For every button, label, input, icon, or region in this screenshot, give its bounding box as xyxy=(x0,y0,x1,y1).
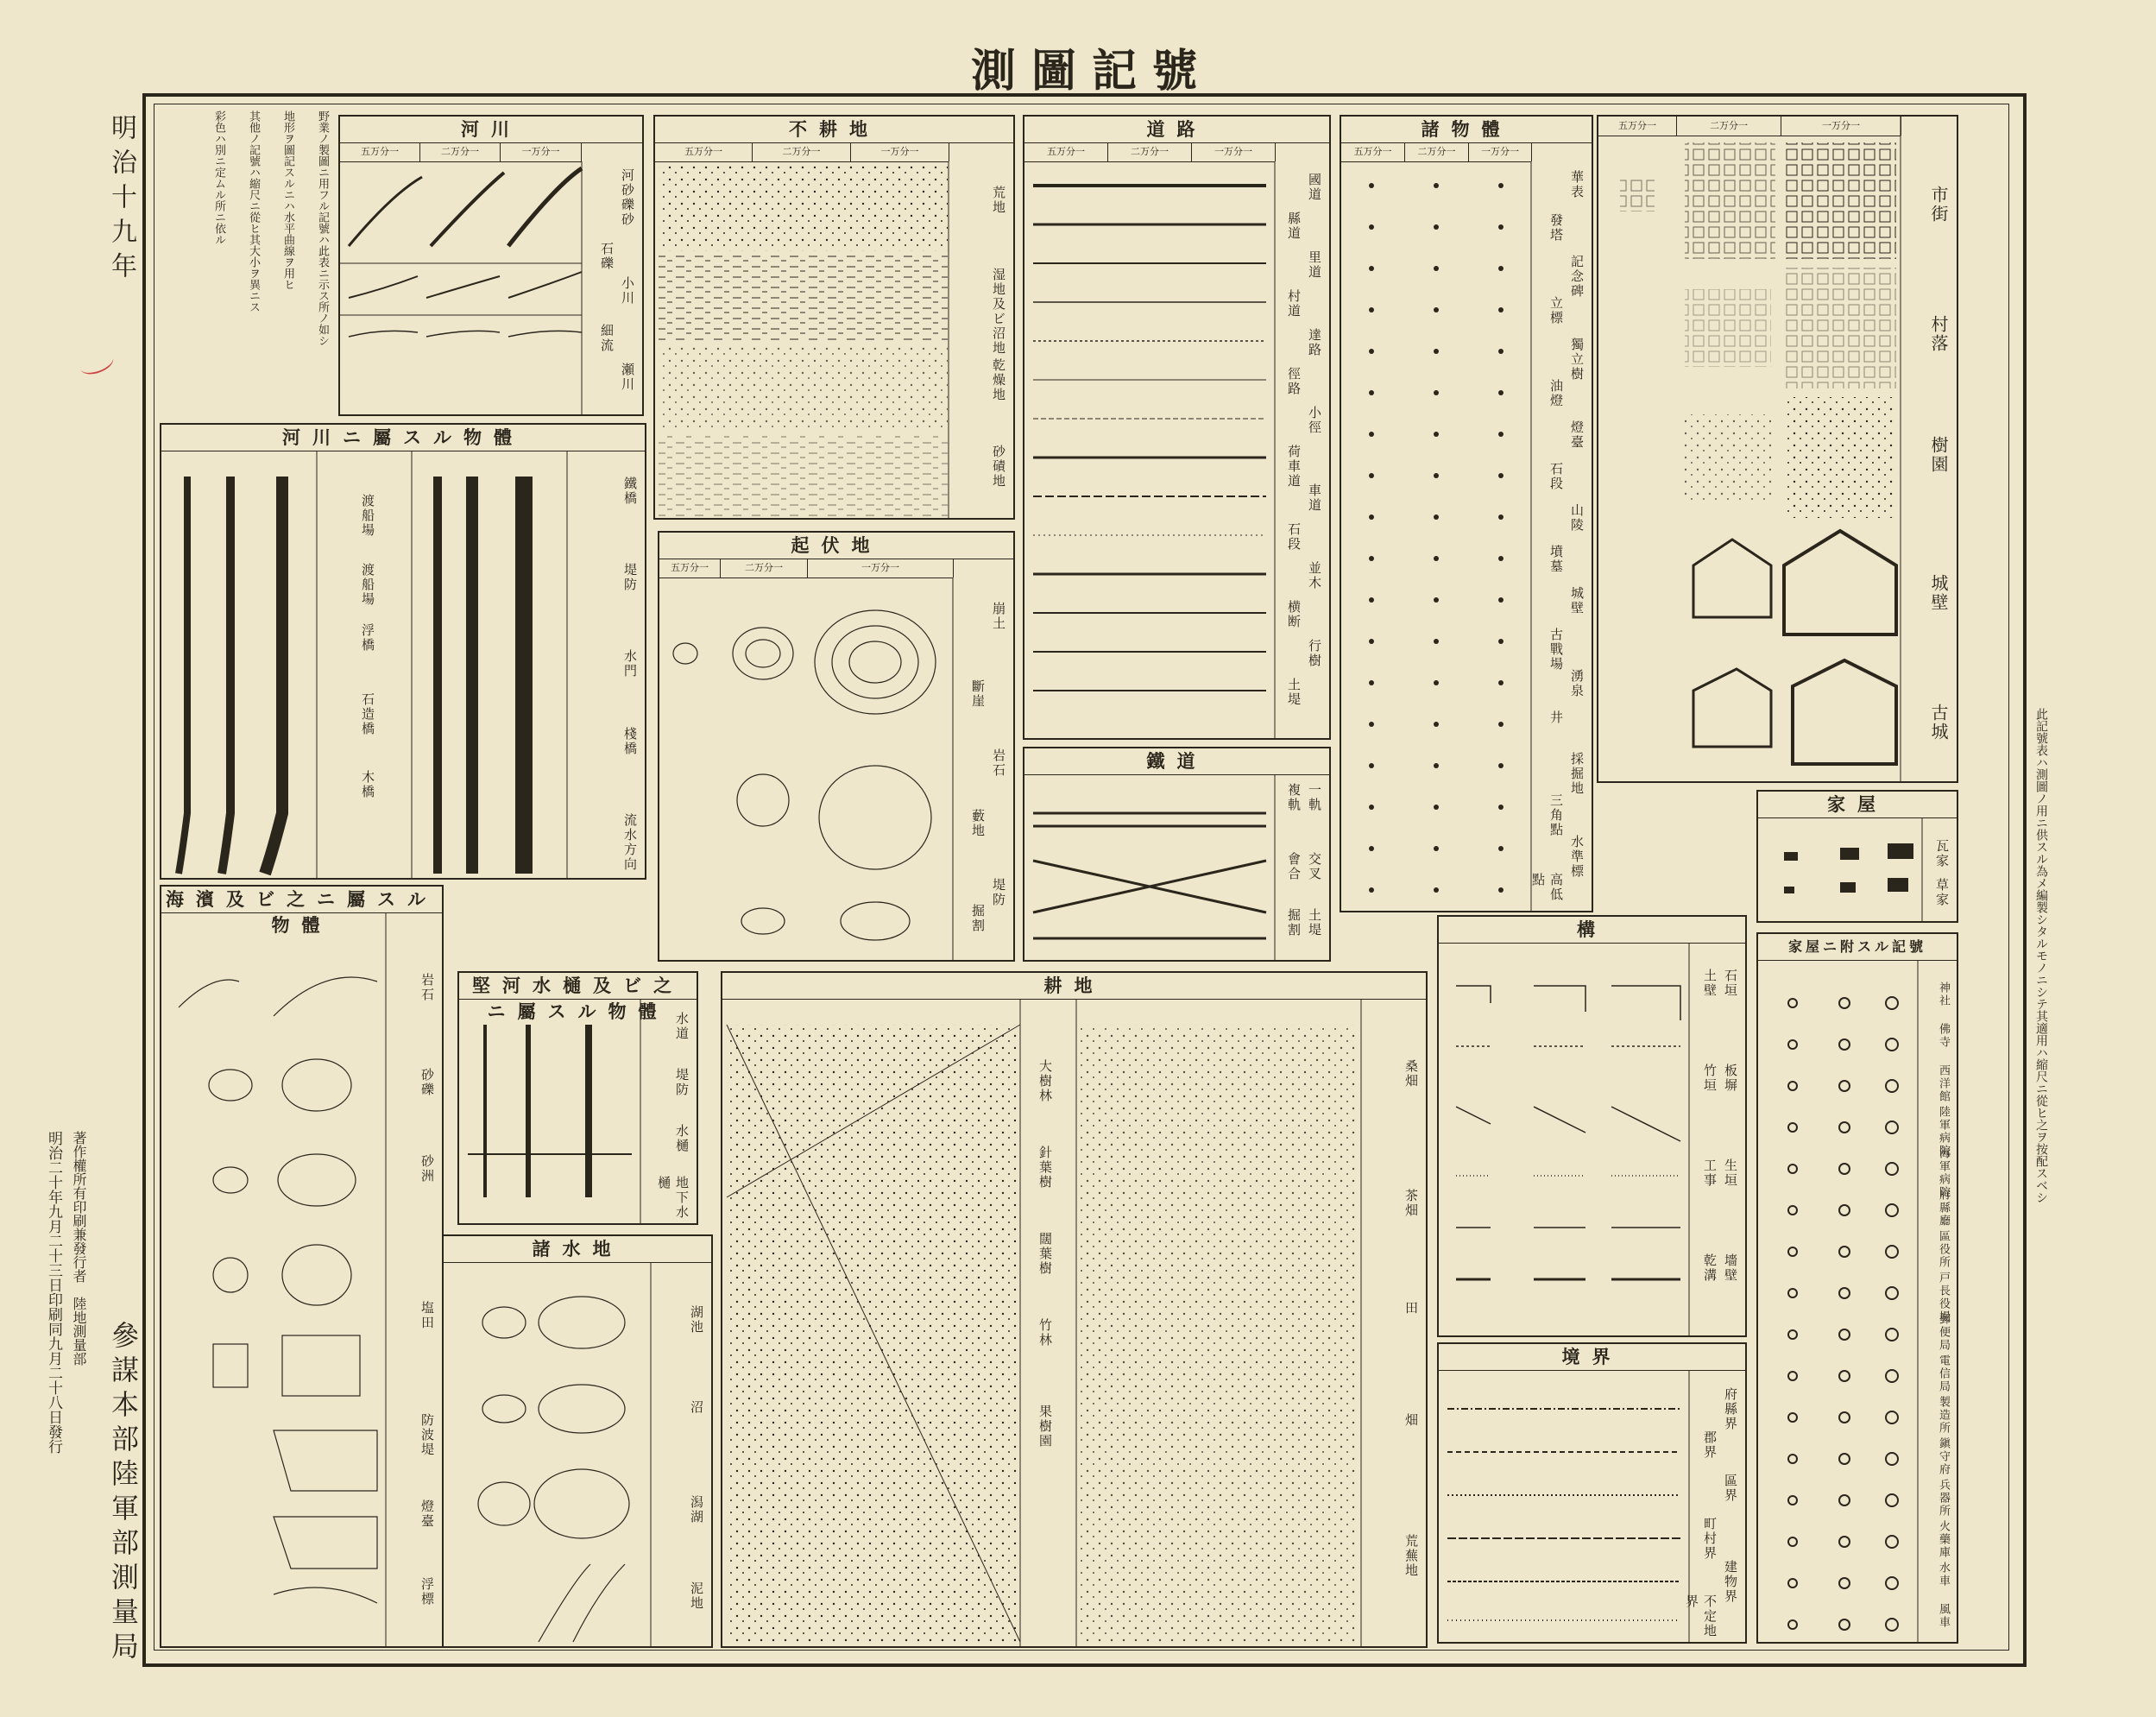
symbol-label: 湧泉 xyxy=(1569,669,1585,698)
symbol-label: 潟湖 xyxy=(689,1495,704,1524)
panel-road xyxy=(1023,115,1331,740)
river-works-symbols xyxy=(161,425,645,878)
symbol-label: 行樹 xyxy=(1307,639,1322,668)
panel-title: 諸水地 xyxy=(444,1236,711,1263)
symbol-label: 華表 xyxy=(1569,170,1585,199)
symbol-label: 石造橋 xyxy=(360,692,375,736)
symbol-label: 瓦家 xyxy=(1934,839,1950,868)
symbol-label: 府縣廳 xyxy=(1937,1189,1950,1228)
symbol-label: 乾燥地 xyxy=(991,358,1006,402)
symbol-label: 沼 xyxy=(689,1400,704,1415)
symbol-label: 三角點 xyxy=(1548,793,1564,837)
symbol-label: 鎭守府 xyxy=(1937,1437,1950,1476)
symbol-label: 町村界 xyxy=(1702,1517,1718,1561)
page-title: 測圖記號 xyxy=(970,45,1213,98)
symbol-label: 複軌 xyxy=(1286,783,1302,812)
symbol-label: 建物界 xyxy=(1723,1560,1738,1604)
panel-fence xyxy=(1437,915,1747,1337)
symbol-label: 渡船場 xyxy=(360,494,375,538)
house-marks-symbols xyxy=(1758,934,1957,1642)
symbol-label: 岩石 xyxy=(991,748,1006,778)
symbol-label: 神社 xyxy=(1937,982,1950,1007)
symbol-label: 桑畑 xyxy=(1403,1059,1419,1089)
symbol-label: 古城 xyxy=(1928,704,1949,742)
symbol-label: 土壁 xyxy=(1702,969,1718,998)
symbol-label: 里道 xyxy=(1307,250,1322,280)
symbol-label: 郵便局 xyxy=(1937,1313,1950,1352)
river-symbols xyxy=(340,117,642,414)
symbol-label: 大樹林 xyxy=(1037,1059,1053,1103)
intro-text xyxy=(160,110,328,408)
symbol-label: 茶畑 xyxy=(1403,1189,1419,1218)
symbol-label: 木橋 xyxy=(360,770,375,799)
intro-line: 彩色ハ別ニ定ムル所ニ依ル xyxy=(212,110,225,245)
symbol-label: 湖池 xyxy=(689,1305,704,1335)
symbol-label: 竹林 xyxy=(1037,1318,1053,1348)
symbol-label: 乾溝 xyxy=(1702,1253,1718,1283)
scale-label: 一万分一 xyxy=(501,142,582,161)
panel-title: 不耕地 xyxy=(655,117,1013,143)
symbol-label: 河砂礫砂 xyxy=(620,168,635,227)
panel-town xyxy=(1597,115,1958,783)
symbol-label: 工事 xyxy=(1702,1158,1718,1188)
panel-relief xyxy=(658,531,1015,962)
symbol-label: 掘割 xyxy=(1286,908,1302,937)
symbol-label: 石礫 xyxy=(599,242,615,271)
symbol-label: 棧橋 xyxy=(622,727,638,756)
symbol-label: 湿地及ビ沼地 xyxy=(991,268,1006,356)
symbol-label: 區役所 xyxy=(1937,1230,1950,1269)
symbol-label: 電信局 xyxy=(1937,1354,1950,1393)
scale-label: 五万分一 xyxy=(655,142,753,161)
symbol-label: 兵器所 xyxy=(1937,1479,1950,1518)
symbol-label: 風車 xyxy=(1937,1603,1950,1629)
panel-house-marks xyxy=(1756,932,1958,1644)
symbol-label: 製造所 xyxy=(1937,1396,1950,1435)
panel-title: 諸物體 xyxy=(1341,117,1592,143)
intro-line: 地形ヲ圖記スルニハ水平曲線ヲ用ヒ xyxy=(281,110,294,290)
symbol-label: 闊葉樹 xyxy=(1037,1232,1053,1276)
scale-label: 一万分一 xyxy=(1469,142,1532,161)
symbol-label: 鐵橋 xyxy=(622,477,638,506)
symbol-label: 發塔 xyxy=(1548,213,1564,243)
scale-label: 五万分一 xyxy=(659,559,721,578)
symbol-label: 水道 xyxy=(674,1012,690,1041)
panel-title: 耕地 xyxy=(722,973,1426,1000)
rights-label: 著作權所有印刷兼發行者 陸地測量部 xyxy=(71,1131,87,1366)
symbol-label: 戸長役場 xyxy=(1937,1272,1950,1323)
symbol-label: 瀬川 xyxy=(620,363,635,392)
symbol-label: 流水方向 xyxy=(622,813,638,872)
symbol-label: 村道 xyxy=(1286,289,1302,319)
symbol-label: 細流 xyxy=(599,324,615,353)
symbol-label: 城壁 xyxy=(1928,574,1949,612)
symbol-label: 砂磧地 xyxy=(991,445,1006,489)
symbol-label: 砂礫 xyxy=(419,1068,435,1097)
symbol-label: 板塀 xyxy=(1723,1064,1738,1093)
symbol-label: 石段 xyxy=(1548,462,1564,491)
symbol-label: 斷崖 xyxy=(970,679,986,709)
symbol-label: 浮標 xyxy=(419,1577,435,1607)
symbol-label: 畑 xyxy=(1403,1413,1419,1428)
barren-symbols xyxy=(655,117,1013,518)
print-date: 明治二十年九月二十三日印刷同九月二十八日發行 xyxy=(45,1131,62,1454)
panel-canal xyxy=(457,971,698,1225)
panel-river-works xyxy=(160,423,646,880)
panel-title: 鐵道 xyxy=(1024,748,1329,775)
town-symbols xyxy=(1598,117,1957,781)
symbol-label: 車道 xyxy=(1307,483,1322,513)
red-mark xyxy=(77,349,116,378)
symbol-label: 樹園 xyxy=(1928,436,1949,474)
symbol-label: 土堤 xyxy=(1307,908,1322,937)
scale-label: 五万分一 xyxy=(1024,142,1108,161)
panel-title: 家屋ニ附スル記號 xyxy=(1758,934,1957,961)
symbol-label: 山陵 xyxy=(1569,503,1585,533)
panel-objects xyxy=(1340,115,1593,912)
road-symbols xyxy=(1024,117,1329,738)
panel-water xyxy=(442,1234,713,1648)
coast-symbols xyxy=(161,887,442,1646)
symbol-label: 市街 xyxy=(1928,186,1949,224)
panel-title: 河川ニ屬スル物體 xyxy=(161,425,645,451)
railway-symbols xyxy=(1024,748,1329,960)
symbol-label: 生垣 xyxy=(1723,1158,1738,1188)
symbol-label: 記念碑 xyxy=(1569,255,1585,299)
scale-label: 一万分一 xyxy=(851,142,949,161)
symbol-label: 横断 xyxy=(1286,600,1302,629)
scale-label: 一万分一 xyxy=(1781,117,1901,136)
symbol-label: 砂洲 xyxy=(419,1154,435,1184)
symbol-label: 國道 xyxy=(1307,173,1322,202)
scale-label: 二万分一 xyxy=(1677,117,1781,136)
panel-title: 道路 xyxy=(1024,117,1329,143)
symbol-label: 草家 xyxy=(1934,878,1950,907)
symbol-label: 石垣 xyxy=(1723,969,1738,998)
symbol-label: 堤防 xyxy=(622,563,638,592)
symbol-label: 小川 xyxy=(620,276,635,306)
symbol-label: 獨立樹 xyxy=(1569,338,1585,382)
panel-house xyxy=(1756,790,1958,923)
symbol-label: 土堤 xyxy=(1286,678,1302,707)
panel-title: 構 xyxy=(1439,917,1745,944)
symbol-label: 高低點 xyxy=(1530,873,1564,902)
symbol-label: 交叉 xyxy=(1307,852,1322,881)
symbol-label: 水樋 xyxy=(674,1124,690,1153)
symbol-label: 徑路 xyxy=(1286,367,1302,396)
symbol-label: 塩田 xyxy=(419,1301,435,1330)
panel-barren xyxy=(653,115,1015,520)
symbol-label: 水車 xyxy=(1937,1562,1950,1588)
symbol-label: 堤防 xyxy=(674,1068,690,1097)
side-note: 此記號表ハ測圖ノ用ニ供スル為メ編製シタルモノニシテ其適用ハ縮尺ニ從ヒ之ヲ按配スベシ xyxy=(2034,708,2048,1203)
symbol-label: 縣道 xyxy=(1286,211,1302,241)
panel-title: 家屋 xyxy=(1758,792,1957,818)
symbol-label: 區界 xyxy=(1723,1474,1738,1503)
relief-symbols xyxy=(659,533,1013,960)
panel-title: 河川 xyxy=(340,117,642,143)
symbol-label: 田 xyxy=(1403,1301,1419,1316)
symbol-label: 西洋館 xyxy=(1937,1064,1950,1103)
symbol-label: 油燈 xyxy=(1548,379,1564,408)
symbol-label: 荒蕪地 xyxy=(1403,1534,1419,1578)
panel-title: 起伏地 xyxy=(659,533,1013,559)
water-symbols xyxy=(444,1236,711,1646)
symbol-label: 荷車道 xyxy=(1286,445,1302,489)
symbol-label: 採掘地 xyxy=(1569,752,1585,796)
scale-label: 五万分一 xyxy=(1598,117,1677,136)
symbol-label: 村落 xyxy=(1928,315,1949,353)
symbol-label: 泥地 xyxy=(689,1581,704,1611)
intro-line: 野業ノ製圖ニ用フル記號ハ此表ニ示ス所ノ如シ xyxy=(316,110,329,346)
symbol-label: 立標 xyxy=(1548,296,1564,325)
symbol-label: 渡船場 xyxy=(360,563,375,607)
symbol-label: 地下水樋 xyxy=(656,1176,690,1220)
panel-river xyxy=(338,115,644,416)
symbol-label: 陸軍病院 xyxy=(1937,1106,1950,1158)
symbol-label: 佛寺 xyxy=(1937,1023,1950,1049)
symbol-label: 城壁 xyxy=(1569,586,1585,615)
panel-railway xyxy=(1023,747,1331,962)
symbol-label: 荒地 xyxy=(991,186,1006,215)
panel-title: 海濱及ビ之ニ屬スル物體 xyxy=(161,887,442,913)
fence-symbols xyxy=(1439,917,1745,1335)
scale-label: 一万分一 xyxy=(808,559,954,578)
symbol-label: 達路 xyxy=(1307,328,1322,357)
symbol-label: 燈臺 xyxy=(419,1499,435,1529)
panel-title: 境界 xyxy=(1439,1344,1745,1371)
symbol-label: 墻壁 xyxy=(1723,1253,1738,1283)
symbol-label: 水準標 xyxy=(1569,835,1585,879)
publisher-label: 參謀本部陸軍部測量局 xyxy=(107,1321,140,1666)
symbol-label: 郡界 xyxy=(1702,1430,1718,1460)
symbol-label: 井 xyxy=(1548,710,1564,725)
symbol-label: 墳墓 xyxy=(1548,545,1564,574)
symbol-label: 防波堤 xyxy=(419,1413,435,1457)
scale-label: 二万分一 xyxy=(1405,142,1469,161)
symbol-label: 小徑 xyxy=(1307,406,1322,435)
symbol-label: 古戰場 xyxy=(1548,628,1564,672)
symbol-label: 府縣界 xyxy=(1723,1387,1738,1431)
symbol-label: 水門 xyxy=(622,649,638,679)
house-symbols xyxy=(1758,792,1957,921)
intro-line: 其他ノ記號ハ縮尺ニ從ヒ其大小ヲ異ニス xyxy=(247,110,260,312)
panel-title: 堅河水樋及ビ之ニ屬スル物體 xyxy=(459,973,697,1000)
scale-label: 一万分一 xyxy=(1192,142,1276,161)
cultivated-symbols xyxy=(722,973,1426,1646)
symbol-label: 掘割 xyxy=(970,904,986,933)
scale-label: 五万分一 xyxy=(1341,142,1405,161)
symbol-label: 堤防 xyxy=(991,878,1006,907)
symbol-label: 浮橋 xyxy=(360,623,375,653)
symbol-label: 海軍病院 xyxy=(1937,1147,1950,1199)
panel-coast xyxy=(160,885,444,1648)
symbol-label: 果樹園 xyxy=(1037,1405,1053,1449)
panel-boundary xyxy=(1437,1342,1747,1644)
symbol-label: 崩土 xyxy=(991,602,1006,631)
scale-label: 二万分一 xyxy=(420,142,501,161)
scale-label: 二万分一 xyxy=(721,559,808,578)
scale-label: 二万分一 xyxy=(1108,142,1192,161)
panel-cultivated xyxy=(721,971,1428,1648)
symbol-label: 不定地界 xyxy=(1684,1594,1718,1638)
scale-label: 二万分一 xyxy=(753,142,851,161)
symbol-label: 石段 xyxy=(1286,522,1302,552)
symbol-label: 燈臺 xyxy=(1569,420,1585,450)
symbol-label: 竹垣 xyxy=(1702,1064,1718,1093)
scale-label: 五万分一 xyxy=(340,142,420,161)
symbol-label: 岩石 xyxy=(419,973,435,1002)
symbol-label: 藪地 xyxy=(970,809,986,838)
symbol-label: 會合 xyxy=(1286,852,1302,881)
symbol-label: 針葉樹 xyxy=(1037,1146,1053,1190)
symbol-label: 一軌 xyxy=(1307,783,1322,812)
year-label: 明治十九年 xyxy=(106,114,136,287)
symbol-label: 火藥庫 xyxy=(1937,1520,1950,1559)
symbol-label: 並木 xyxy=(1307,561,1322,590)
